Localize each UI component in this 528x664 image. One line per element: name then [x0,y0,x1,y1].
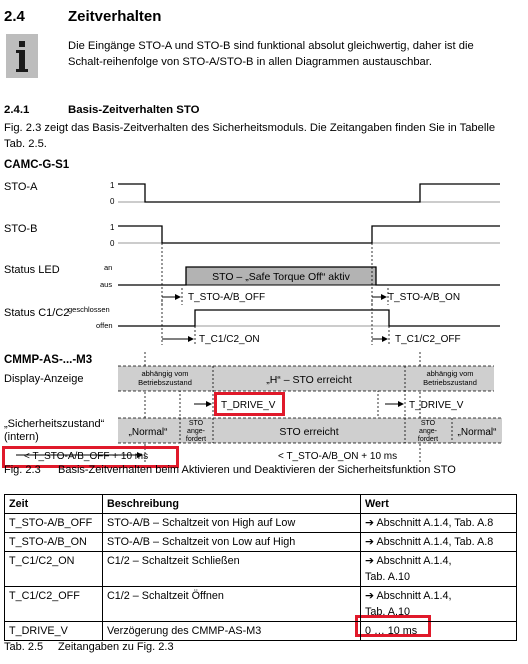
timing-diagram [0,154,528,464]
table-header-row [5,495,517,514]
state-sto-reached: STO erreicht [279,426,339,438]
cell-zeit: T_STO-A/B_ON [5,533,103,552]
display-label: Display-Anzeige [4,373,84,385]
cell-wert: ➔ Abschnitt A.1.4, Tab. A.8 [361,514,517,533]
status-c-label: Status C1/C2 [4,307,70,319]
cell-wert: 0 … 10 ms [361,622,517,641]
cell-wert: ➔ Abschnitt A.1.4, Tab. A.8 [361,533,517,552]
state-req1-line2: ange- [187,428,205,435]
c-level-closed: geschlossen [68,305,110,314]
state-req2-line1: STO [420,420,436,427]
state-req2-line2: ange- [419,428,437,435]
led-level-off: aus [100,280,113,289]
subsection-number: 2.4.1 [4,104,30,116]
section-title: Zeitverhalten [68,8,162,25]
cell-zeit: T_C1/C2_ON [5,552,103,587]
cell-beschreibung: C1/2 – Schaltzeit Öffnen [103,587,361,622]
state-req2-line3: fordert [417,436,439,443]
t-c-off-label: T_C1/C2_OFF [395,334,461,345]
cell-wert-line2: Tab. A.10 [365,571,411,583]
table-row [5,533,517,552]
intro-paragraph: Fig. 2.3 zeigt das Basis-Zeitverhalten des Sicherheitsmoduls. Die Zeitangaben finden Sie in Tabelle Tab. 2.5. [4,122,496,150]
table-caption-text: Zeitangaben zu Fig. 2.3 [58,641,174,653]
t-sto-off-label: T_STO-A/B_OFF [188,292,266,303]
cell-beschreibung: STO-A/B – Schaltzeit von Low auf High [103,533,361,552]
sto-a-label: STO-A [4,181,38,193]
cell-wert-line1: ➔ Abschnitt A.1.4, [365,590,452,602]
sto-b-label: STO-B [4,223,38,235]
camc-section-label: CAMC-G-S1 [4,159,70,171]
cell-zeit: T_STO-A/B_OFF [5,514,103,533]
table-row [5,552,517,587]
cmmp-section-label: CMMP-AS-...-M3 [4,354,93,366]
sto-b-level-1: 1 [110,223,115,232]
subsection-title: Basis-Zeitverhalten STO [68,104,200,116]
cell-beschreibung: C1/2 – Schaltzeit Schließen [103,552,361,587]
led-level-on: an [104,263,113,272]
display-dep1-line2: Betriebszustand [138,378,192,387]
cell-wert [361,587,517,622]
cell-beschreibung: Verzögerung des CMMP-AS-M3 [103,622,361,641]
cell-wert-line2: Tab. A.10 [365,606,411,618]
state-req1-line1: STO [188,420,204,427]
safety-state-label: „Sicherheitszustand“ [4,418,105,430]
display-h-reached: „H“ – STO erreicht [266,374,352,386]
state-req1-line3: fordert [185,436,207,443]
table-caption-label: Tab. 2.5 [4,641,44,653]
bottom-left-timing: < T_STO-A/B_OFF + 10 ms [24,451,149,462]
table-header-zeit: Zeit [5,495,103,514]
table-row [5,622,517,641]
table-row [5,514,517,533]
highlight-t-drive-v [214,392,285,416]
display-dep2-line1: abhängig vom [426,369,474,378]
t-drive-v-label-1: T_DRIVE_V [221,400,276,411]
sto-a-signal [118,184,500,202]
table-caption [4,641,174,653]
figure-caption-text: Basis-Zeitverhalten beim Aktivieren und Deaktivieren der Sicherheitsfunktion STO [58,464,456,476]
sto-a-level-1: 1 [110,181,115,190]
state-normal-2: „Normal“ [457,427,497,438]
safety-state-label-2: (intern) [4,431,39,443]
t-sto-on-label: T_STO-A/B_ON [388,292,461,303]
table-header-wert: Wert [361,495,517,514]
cell-zeit: T_DRIVE_V [5,622,103,641]
figure-caption [4,464,456,476]
figure-caption-label: Fig. 2.3 [4,464,41,476]
info-icon [6,34,38,78]
table-row [5,587,517,622]
sto-b-level-0: 0 [110,239,115,248]
bottom-right-timing: < T_STO-A/B_ON + 10 ms [278,451,398,462]
cell-wert [361,552,517,587]
status-led-label: Status LED [4,264,60,276]
t-drive-v-label-2: T_DRIVE_V [409,400,464,411]
table-header-beschreibung: Beschreibung [103,495,361,514]
cell-zeit: T_C1/C2_OFF [5,587,103,622]
display-dep2-line2: Betriebszustand [423,378,477,387]
sto-active-label: STO – „Safe Torque Off“ aktiv [212,271,350,283]
sto-a-level-0: 0 [110,197,115,206]
cell-wert-line1: ➔ Abschnitt A.1.4, [365,555,452,567]
c-level-open: offen [96,321,113,330]
t-c-on-label: T_C1/C2_ON [199,334,260,345]
timing-table [4,494,517,641]
status-c-signal [118,310,500,326]
sto-b-signal [118,226,500,243]
state-normal-1: „Normal“ [128,427,168,438]
info-note: Die Eingänge STO-A und STO-B sind funktional absolut gleichwertig, daher ist die Schalt-reihenfolge von STO-A/STO-B in allen Diagrammen austauschbar. [68,40,474,68]
cell-beschreibung: STO-A/B – Schaltzeit von High auf Low [103,514,361,533]
section-number: 2.4 [4,8,25,25]
display-dep1-line1: abhängig vom [141,369,189,378]
